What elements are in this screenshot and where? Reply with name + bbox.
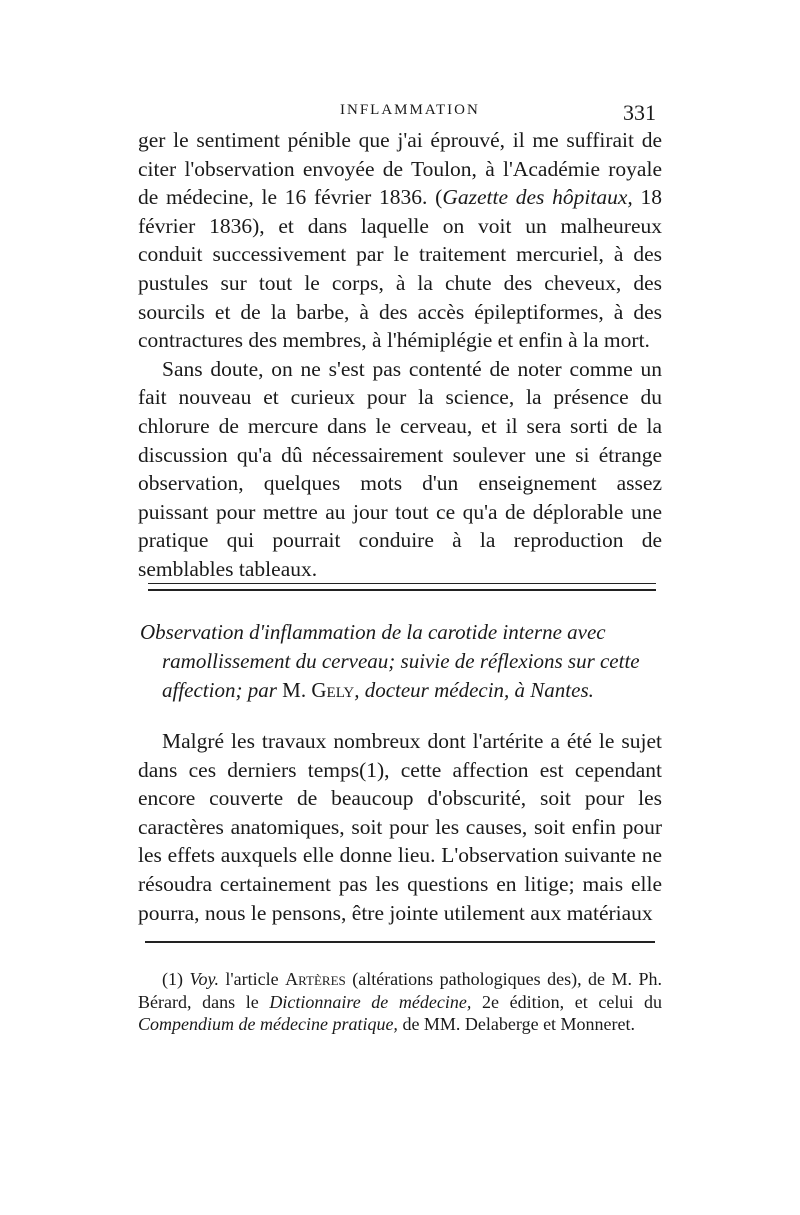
article-affiliation: , docteur médecin, à Nantes.: [354, 678, 594, 702]
paragraph1-text-b: 18 février 1836), et dans laquelle on voit un malheureux conduit successivement par le traitement mercuriel, à des pustules sur tout le corps, à la chute des cheveux, des sourcils et de la barbe, à des accès épileptiformes, à des contractures des membres, à l'hémiplégie et enfin à la mort.: [138, 185, 663, 353]
footnote-text-b: (altérations pathologiques des), de M. Ph. Bérard, dans le: [138, 969, 662, 1012]
footnote-voy: Voy.: [189, 969, 219, 989]
body-text-top: [138, 126, 662, 584]
footnote-text-a: l'article: [218, 969, 286, 989]
article-title-text: Observation d'inflammation de la carotide interne avec ramollissement du cerveau; suivie de réflexions sur cette affection;: [140, 620, 640, 702]
footnote: [138, 968, 662, 1036]
footnote-compendium: Compendium de médecine pratique,: [138, 1014, 398, 1034]
paragraph3-text-b: , cette affection est cependant encore couverte de beaucoup d'obscurité, soit pour les caractères anatomiques, soit pour les causes, soit enfin pour les effets auxquels elle donne lieu. L'observation suivante ne résoudra certainement pas les questions en litige; mais elle pourra, nous le pensons, être jointe utilement aux matériaux: [138, 757, 662, 925]
footnote-text-c: 2e édition, et celui du: [471, 991, 662, 1012]
article-title: [140, 618, 682, 705]
citation-journal: Gazette des hôpitaux,: [442, 185, 633, 210]
paragraph2-text: Sans doute, on ne s'est pas contenté de noter comme un fait nouveau et curieux pour la science, la présence du chlorure de mercure dans le cerveau, et il sera sorti de la discussion qu'a dû nécessairement soulever une si étrange observation, quelques mots d'un enseignement assez puissant pour mettre au jour tout ce qu'a de déplorable une pratique qui pourrait conduire à la reproduction de semblables tableaux.: [138, 356, 662, 581]
footnote-reference[interactable]: (1): [359, 757, 385, 782]
paragraph-continuation: [138, 126, 662, 355]
footnote-text-d: de MM. Delaberge et Monneret.: [397, 1014, 636, 1034]
body-text-bottom: [138, 727, 662, 927]
article-title-mr: M.: [282, 678, 312, 702]
page-number: 331: [623, 100, 656, 125]
article-title-by: par: [242, 678, 283, 702]
paragraph-sans-doute: [138, 355, 662, 584]
footnote-dictionnaire: Dictionnaire de médecine,: [269, 991, 472, 1012]
footnote-marker: (1): [162, 969, 190, 989]
paragraph-malgre: [138, 727, 662, 927]
section-divider: [148, 583, 656, 591]
paragraph1-text-a: ger le sentiment pénible que j'ai éprouvé, il me suffirait de citer l'observation envoyée de Toulon, à l'Académie royale de médecine, le 16 février 1836. (: [138, 128, 662, 210]
footnote-arteres: Artères: [285, 969, 346, 989]
running-title: INFLAMMATION: [340, 102, 480, 118]
paragraph3-text-a: Malgré les travaux nombreux dont l'artérite a été le sujet dans ces derniers temps: [138, 729, 662, 782]
article-author: Gely: [311, 678, 355, 702]
footnote-divider: [145, 941, 655, 943]
